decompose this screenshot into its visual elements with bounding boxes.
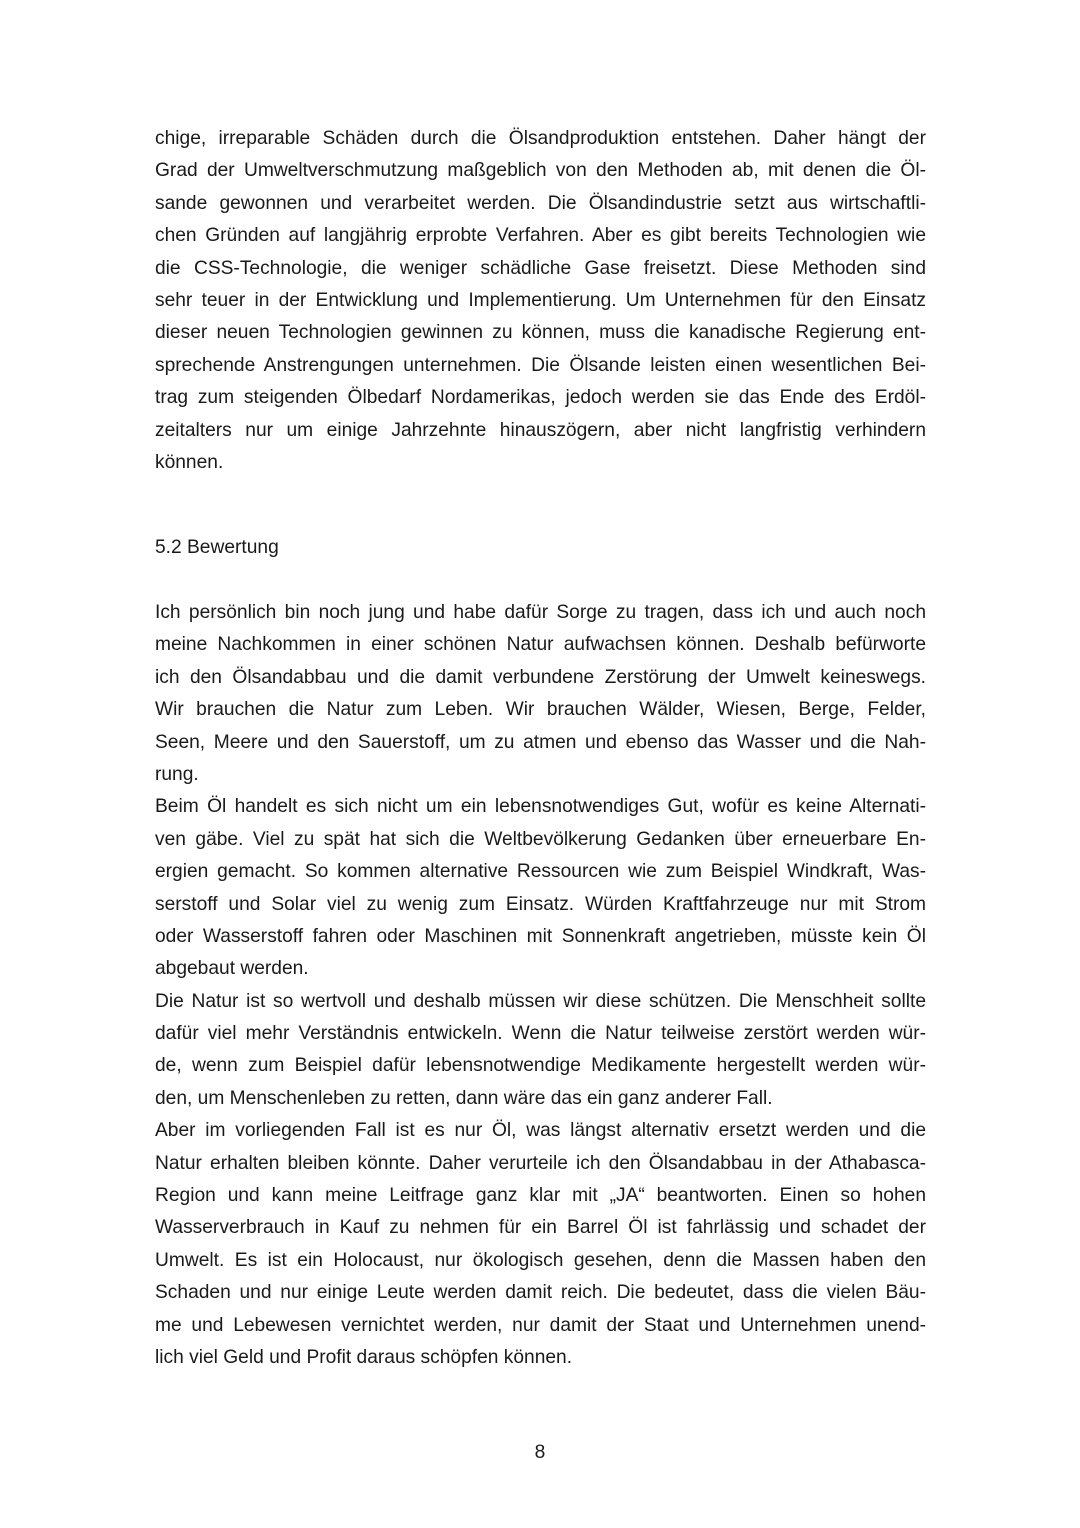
text-line: Die Natur ist so wertvoll und deshalb müssen wir diese schützen. Die Menschheit sollte bbox=[155, 990, 926, 1012]
text-line: sehr teuer in der Entwicklung und Implementierung. Um Unternehmen für den Einsatz bbox=[155, 289, 926, 311]
text-line: meine Nachkommen in einer schönen Natur aufwachsen können. Deshalb befürworte bbox=[155, 634, 926, 656]
text-line: ich den Ölsandabbau und die damit verbundene Zerstörung der Umwelt keineswegs. bbox=[155, 666, 926, 688]
text-line: zeitalters nur um einige Jahrzehnte hinauszögern, aber nicht langfristig verhindern bbox=[155, 419, 926, 441]
continuation-paragraph bbox=[155, 123, 926, 479]
text-line: ven gäbe. Viel zu spät hat sich die Weltbevölkerung Gedanken über erneuerbare En- bbox=[155, 828, 926, 850]
text-line: de, wenn zum Beispiel dafür lebensnotwendige Medikamente hergestellt werden wür- bbox=[155, 1055, 926, 1077]
text-line: lich viel Geld und Profit daraus schöpfen können. bbox=[155, 1346, 573, 1368]
text-line: oder Wasserstoff fahren oder Maschinen mit Sonnenkraft angetrieben, müsste kein Öl bbox=[155, 925, 926, 947]
text-line: den, um Menschenleben zu retten, dann wäre das ein ganz anderer Fall. bbox=[155, 1087, 773, 1109]
text-line: Wir brauchen die Natur zum Leben. Wir brauchen Wälder, Wiesen, Berge, Felder, bbox=[155, 699, 926, 721]
text-line: Grad der Umweltverschmutzung maßgeblich von den Methoden ab, mit denen die Öl- bbox=[155, 160, 926, 182]
text-line: können. bbox=[155, 451, 224, 473]
text-line: sande gewonnen und verarbeitet werden. Die Ölsandindustrie setzt aus wirtschaftli- bbox=[155, 192, 926, 214]
text-line: die CSS-Technologie, die weniger schädliche Gase freisetzt. Diese Methoden sind bbox=[155, 257, 926, 279]
bewertung-section-body bbox=[155, 597, 926, 1374]
text-line: me und Lebewesen vernichtet werden, nur damit der Staat und Unternehmen unend- bbox=[155, 1314, 926, 1336]
text-line: ergien gemacht. So kommen alternative Ressourcen wie zum Beispiel Windkraft, Was- bbox=[155, 861, 926, 883]
text-line: dieser neuen Technologien gewinnen zu können, muss die kanadische Regierung ent- bbox=[155, 322, 926, 344]
text-line: Aber im vorliegenden Fall ist es nur Öl, was längst alternativ ersetzt werden und die bbox=[155, 1120, 926, 1142]
text-line: Beim Öl handelt es sich nicht um ein lebensnotwendiges Gut, wofür es keine Alternati- bbox=[155, 796, 926, 818]
text-line: dafür viel mehr Verständnis entwickeln. Wenn die Natur teilweise zerstört werden wür- bbox=[155, 1023, 926, 1045]
text-line: Region und kann meine Leitfrage ganz klar mit „JA“ beantworten. Einen so hohen bbox=[155, 1185, 926, 1207]
text-line: serstoff und Solar viel zu wenig zum Einsatz. Würden Kraftfahrzeuge nur mit Strom bbox=[155, 893, 926, 915]
text-line: Natur erhalten bleiben könnte. Daher verurteile ich den Ölsandabbau in der Athabasca- bbox=[155, 1152, 926, 1174]
text-line: chige, irreparable Schäden durch die Ölsandproduktion entstehen. Daher hängt der bbox=[155, 128, 926, 149]
text-line: trag zum steigenden Ölbedarf Nordamerikas, jedoch werden sie das Ende des Erdöl- bbox=[155, 387, 926, 409]
text-line: abgebaut werden. bbox=[155, 958, 309, 980]
text-line: sprechende Anstrengungen unternehmen. Die Ölsande leisten einen wesentlichen Bei- bbox=[155, 354, 926, 376]
page-number: 8 bbox=[534, 1442, 546, 1463]
text-line: Schaden und nur einige Leute werden damit reich. Die bedeutet, dass die vielen Bäu- bbox=[155, 1282, 926, 1304]
text-line: rung. bbox=[155, 763, 199, 785]
text-line: Seen, Meere und den Sauerstoff, um zu atmen und ebenso das Wasser und die Nah- bbox=[155, 731, 926, 753]
text-line: Wasserverbrauch in Kauf zu nehmen für ein Barrel Öl ist fahrlässig und schadet der bbox=[155, 1217, 926, 1239]
text-line: chen Gründen auf langjährig erprobte Verfahren. Aber es gibt bereits Technologien wie bbox=[155, 225, 926, 247]
text-line: Umwelt. Es ist ein Holocaust, nur ökologisch gesehen, denn die Massen haben den bbox=[155, 1249, 926, 1271]
section-heading: 5.2 Bewertung bbox=[155, 537, 279, 558]
text-line: Ich persönlich bin noch jung und habe dafür Sorge zu tragen, dass ich und auch noch bbox=[155, 602, 926, 623]
